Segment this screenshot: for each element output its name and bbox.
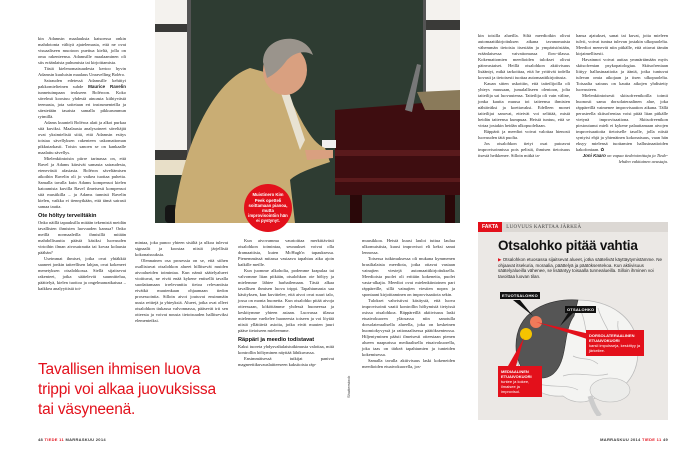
fact-kicker: LUOVUUS KARTTAA JÄRKEÄ: [506, 225, 582, 230]
magazine-brand: TIEDE 11: [641, 437, 662, 442]
paragraph: Havainnot voivat auttaa ymmärtämään myös skitsofrenian psykopatologiaa. Skitsofreniaan liittyy hallusinaatioita ja ääniä, jotka tuntuvat tulevan omia aikojaan ja itsen ulkopuolelta. Toisaalta sairaus on kautta aikojen yhdistetty luovuuteen.: [576, 57, 668, 92]
bold-name: Maurice Ravelin: [88, 84, 127, 89]
paragraph: Tulokset vahvistivat käsitystä, että luova improvisointi vaatii kontrollin höltymistä tietyissä osissa otsalohkoa. Räppäreillä aktiivisuus laski etuaivokuoren yläosassa niin sanotulla dorsolateraalisella alueella, joka on keskeinen huomiokyvyssä ja rationaalisessa päätöksenteossa. Hiljentyminen päästi ilmeisesti otteestaan pienen alueen naapurissa mediaalisella etuaivokuorella, joka taas on tärkeä tapahtumien ja tunteiden kokemisessa.: [362, 298, 455, 357]
callout-dorsolateral: [586, 330, 644, 356]
article-column-2: [135, 240, 228, 324]
fact-body: [498, 257, 663, 279]
callout-title: DORSOLATERAALINEN ETUAIVOKUORI: [589, 333, 635, 343]
author-bio-text: on vapaa tiedetoimittaja ja Tiede-lehden vakituinen avustaja.: [607, 153, 668, 164]
fact-box: [478, 222, 668, 420]
paragraph: muusikkoa. Heistä kuusi lauloi tuttua laulua ulkomuistista, kuusi improvisoi eli keksi sanat lennossa.: [362, 238, 455, 255]
pull-quote-headline: Tavallisen ihmisen luova trippi voi alkaa juovuksissa tai väsyneenä.: [38, 361, 216, 418]
callout-medial: [498, 366, 542, 397]
paragraph: Toisessa tutkimuksessa oli mukana kymmenen brasilialaista meediota, jotka ottavat vastaan vainajien viestejä automaattikirjoituksella. Meedioista puolet oli erittäin kokeneita, puolet vasta-alkajia. Meediot ovat mielenkiintoinen pari räppäreille, sillä vainajien viestien nopea ja spontaani kirjoittaminen on improvisaatiota sekin.: [362, 256, 455, 297]
subheading: Ote höltyy terveiltäkin: [38, 213, 97, 219]
photo-pianist: [155, 0, 460, 223]
paragraph: Useimmat ihmiset, jotka ovat yhtäkkiä saaneet jonkin taiteellisen lahjan, ovat kokeneet menetyksen otsalohkossa. Siellä sijaitsevat rakenteet, jotka säätelevät suunnittelua, päättelyä, kielen tuottoa ja ongelmanratkaisua – kaikkea analyyttistä toi-: [38, 256, 126, 291]
fact-tag: FAKTA: [478, 222, 502, 232]
author-bio: [576, 153, 668, 165]
author-name: Joni Kaaro: [582, 153, 606, 158]
footer-left: [38, 437, 106, 442]
paragraph: Onko näillä tapauksilla mitään tekemistä meidän tavallisten ihmisten luovuuden kanssa? Onko meillä normaaleilla ihmisillä mitään mahdollisuutta päästä käsiksi luovuuden virtoihin ilman aivosairautta tai kovaa kolausta päähän?: [38, 220, 126, 255]
paragraph: kin Adamsin maalauksia katsoessa onkin mahdotonta välttyä ajatelemasta, että ne ovat visuaaliseen muotoon puettua kieltä, jolla on oma rakenteensa. Adamsille maalaaminen oli siis eräänlaista puhumista tai kirjoittamista.: [38, 36, 126, 65]
paragraph: Olennainen osa prosessia on se, että siihen osallistuvat otsalohkon alueet hillitsevät muiden aivoalueiden toimintaa. Kun nämä säätelyalueet vioittuvat, ne eivät enää kykene entisellä tavalla suodattamaan irrelevanttia tietoa relevantista eivätkä muutenkaan ohjaamaan tiedon prosessointia. Silloin aivot joutuvat ensimmäin uusia reittejä ja yhteyksiä. Alueet, jotka ovat olleet otsalohkon tiukassa valvonnassa, pääsevät irti sen otteesta ja voivat nousta tietoisuuden hallitseviksi elementeiksi.: [135, 258, 228, 323]
callout-text: karsii impulsseja, keskittyy ja järkeilee.: [589, 343, 641, 353]
label-otsalohko: OTSALOHKO: [567, 307, 595, 312]
callout-title: MEDIAALINEN ETUAIVOKUORI: [501, 369, 532, 379]
text-run: tunnetuimpaan teokseen Boléroon. Koko sävelmä koostuu yhdestä ainoasta kiihtyvästä teemasta, jota soitetaan eri instrumenteilla ja säestetään tasaista samalla pikkurummun rytmillä.: [38, 90, 126, 119]
paragraph: Kauan sitten uskottiin, että taiteilijoilla oli yhteys muusaan, jumalalliseen olentoon, jolta taiteilija sai luovuutensa. Taiteilija oli vain väline, jonka kautta muusa toi taiteensa ihmisten nähtäväksi ja koettavaksi. Edelleen monet taiteilijat sanovat, etteivät voi selittää, mistä heidän taiteensa kumpuaa. Heistä tuntuu, että se virtaa jostakin heidän ulkopuoleltaan.: [478, 81, 570, 128]
article-column-1: [38, 36, 126, 292]
paragraph: hansa ajatukset, sanat tai kuvat, joita mieleen tulvii, voivat tuntua tulevan jostakin ulkopuolelta. Meediot menevät niin pitkälle, että ottavat tämän kirjaimellisesti.: [576, 33, 668, 56]
paragraph: kin toisilla alueilla. Siltä meediotkin olivat automaattikirjoituksen aikana tavanomaista vähemmän tietoisia itsestään ja ympäristöstään, eräänlaisessa vaivattomassa flow-tilassa. Kokemattomien meedioiden tulokset olivat päinvastaiset. Heillä otsalohkon aktiivisuus lisääntyi, mikä tarkoittaa, että he yrittivät todella kovasti ja tietoisesti tuottaa automaattikirjoitusta.: [478, 33, 570, 80]
footer-right: [600, 437, 668, 442]
paragraph: Ensimmäisessä tutkijat panivat magneettikuvauslaitteeseen kaksitoista räp-: [238, 356, 334, 367]
article-column-6: [576, 33, 668, 165]
paragraph: Samalla tavalla aktiivisuus laski kokeneiden meedioiden etuaivokuorella, jos-: [362, 358, 455, 369]
paragraph: Tästä kielenomaisuudesta kertoo hyvin Adamsin kuuluisin maalaus Unravelling Boléro.: [38, 66, 126, 77]
paragraph: Kun juomme alkoholia, podemme krapulaa tai valvomme liian pitkään, otsalohkon ote höltyy ja mielemme lähtee harhailemaan. Tästä alkaa tavallisen ihmisen luova trippi. Tapahtumasta saa käsityksen, kun kuvittelee, että aivot ovat suuri talo, jossa on monta huonetta. Kun otsalohko pitää aivoja otteessaan, kököttämme yhdessä huoneessa ja keskitymme yhteen asiaan. Luovassa tilassa mielemme vaeltelee huoneesta toiseen ja voi löytää niistä yllättäviä asioita, jotka eivät muuten juuri pääse tietoiseen mieleemme.: [238, 268, 334, 333]
photo-caption: [244, 184, 292, 232]
photo-credit: Shutterstock: [346, 375, 351, 398]
subheading: Räppäri ja meedio todistavat: [238, 337, 315, 343]
article-column-5: [478, 33, 570, 159]
end-mark-icon: ✿: [600, 147, 605, 152]
article-column-3: [238, 238, 334, 368]
fact-box-header: [478, 222, 668, 232]
callout-text: tuntee ja kokee, ilmaisee ja improvisoi.: [501, 379, 530, 394]
page-number: 49: [662, 437, 668, 442]
paragraph: Mielenkiintoisin piirre tarinassa on, että Ravel ja Adams kärsivät samasta sairaudesta, etenevästä afasiasta. Boléron säveltämisen aikoihin Ravelin oli jo vaikea tuottaa puhetta. Samalla tavalla kuin Adams kompensoi kielen katoamista kuvilla Ravel ilmeisesti kompensoi sitä musiikilla – ja Adams tunnisti Ravelin kielen, vaikka ei tiennytkään, että tämä sairasti samaa tautia.: [38, 156, 126, 209]
fact-body-text: Otsalohkon etuosassa sijaitsevat alueet, jotka säätelivät käyttäytymistämme. Ne ohjaavat itsekuria, moraalia, päättelyä ja päätöksentekoa. Kun aktiivisuus säätelyalueilla vähenee, se lisääntyy toisaalla tunnealueilla. Silloin ihminen voi tavoittaa luovan tilan.: [498, 257, 663, 279]
label-etuotsalohko: ETUOTSALOHKO: [502, 293, 538, 298]
text-run: Mielenkiintoisesti skitsofreenikoilla toimii huonosti sama dorsolateraalinen alue, joka räppäreillä vaimenee improvisaation aikana. Tällä perusteella skitsofreniaa voisi pitää liian pitkälle vietynä improvisaationa. Skitsofreenikon pirstoutunut mieli ei kykene palauttamaan aivojen improvisaatioita tietoiselle tasolle, jolla niistä syntyisi ehjä ja yhtenäinen kokonaisuus, vaan hän eksyy mielensä tuottamien hallusinaatioiden kakofoniaan.: [576, 93, 668, 152]
paragraph: [576, 93, 668, 153]
fact-title: Otsalohko pitää vahtia: [498, 238, 638, 253]
article-column-4: [362, 238, 455, 370]
paragraph: mintaa, joka punoo yhteen sisältä ja ulkoa tulevat signaalit ja koostaa niistä järjellisiä kokonaisuuksia.: [135, 240, 228, 257]
issue-date: MARRASKUU 2014: [65, 437, 106, 442]
paragraph: Adams kuunteli Boléroa alati ja alkoi purkaa sitä kuviksi. Maalausta analysoineet säveltäjät ovat yksimielisiä siitä, että Adamsin esitys toistaa sävellyksen rakenteen uskomattoman pikkutarkasti. Toisin sanoen se on kankaalle maalattu sävellys.: [38, 120, 126, 155]
paragraph: Kaksi tuoreta yhdysvaltalaistutkimusta valottaa, mitä kontrollin höltyminen näyttää lähikuvassa.: [238, 344, 334, 355]
paragraph: [38, 78, 126, 120]
paragraph: Kun aivovamma vaurioittaa merkittävästi otsalohkon toimintaa, seuraukset voivat olla dramaattisia, kuten McHugh'n tapauksessa. Pienemmässä mitassa vastaava tapahtuu aika ajoin kaikille meille.: [238, 238, 334, 267]
caption-text: Muistinero Kim Peek opetteli soittamaan pianoa, mutta improvisointiin hän ei pystynyt.: [248, 192, 288, 224]
magazine-brand: TIEDE 11: [44, 437, 65, 442]
text-run: Sairauden edetessä Adamsille kehittyi pakkomielteinen suhde: [38, 78, 126, 89]
pianist-image: [155, 0, 460, 223]
medial-region-dot: [520, 328, 532, 340]
bullet-triangle-icon: ▶: [498, 257, 502, 262]
issue-date: MARRASKUU 2014: [600, 437, 641, 442]
paragraph: Räppärit ja meediot voivat valottaa hienosti luovuuden tätä puolta.: [478, 129, 570, 140]
paragraph: Jos otsalohkon tietyt osat putoavat improvisoinnissa pois pelistä, ihmisen tietoisuus itsestä heikkenee. Silloin mitkä ta-: [478, 141, 570, 158]
page-number: 48: [38, 437, 44, 442]
